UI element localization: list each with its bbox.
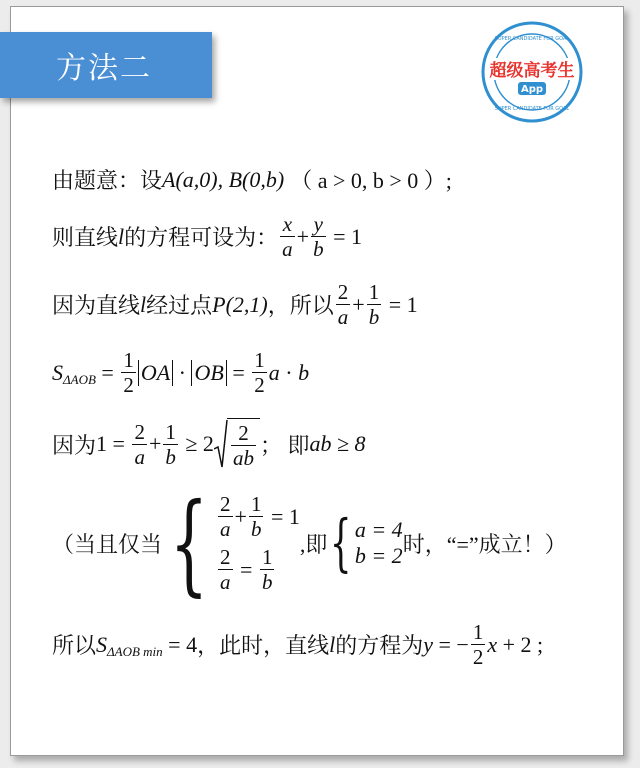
- line-text: ，所以: [267, 293, 334, 318]
- point-p: P(2,1): [212, 291, 268, 317]
- inequality-ab: ab ≥ 8: [309, 431, 366, 456]
- logo-brand-text: 超级高考生: [489, 61, 575, 81]
- logo-ring-text-top: SUPER CANDIDATE FOR GOAL: [494, 36, 570, 42]
- fraction-1-over-b: $\frac{1}{b}$: [165, 419, 176, 469]
- line-var: l: [329, 631, 336, 657]
- line-setup: [52, 164, 452, 195]
- solution-b: b = 2: [354, 543, 403, 568]
- fraction-2-over-a: $\frac{2}{a}$: [134, 419, 145, 469]
- line-setup-text: 由题意：设: [52, 168, 163, 193]
- line-text: 则直线: [52, 225, 119, 250]
- line-var: l: [118, 223, 125, 249]
- line-conclusion: 所以 S ΔAOB min = 4 ，此时，直线 l 的方程为 y = − $\frac{1}{2}$ x + 2 ;: [52, 620, 544, 669]
- line-text: 因为直线: [52, 293, 141, 318]
- fraction-half: $\frac{1}{2}$: [472, 620, 484, 669]
- line-text: 所以: [52, 633, 97, 658]
- solution-a: a = 4: [354, 517, 403, 542]
- solution-system: [355, 517, 403, 569]
- fraction-2-over-a: $\frac{2}{a}$: [337, 280, 349, 329]
- fraction-x-over-a: $\frac{x}{a}$: [282, 212, 293, 261]
- line-text: （当且仅当: [52, 531, 163, 557]
- line-text: 经过点: [146, 293, 213, 318]
- section-tag-label: 方法二: [56, 51, 152, 86]
- line-text: 时，“=”成立！）: [402, 531, 567, 557]
- line-line-equation: 则直线 l 的方程可设为： $\frac{x}{a}$ + $\frac{y}{b}$ = 1: [52, 212, 362, 261]
- line-text: 因为: [52, 432, 97, 458]
- line-text: 的方程可设为：: [124, 225, 279, 250]
- line-equality-condition: （当且仅当 { $\frac{2}{a}$ + $\frac{1}{b}$ = 1 $\frac{2}{a}$ = $\frac{1}{b}$ ,即 { a = 4 b = 2 时，“=”成立！）: [52, 479, 567, 607]
- fraction-half: $\frac{1}{2}$: [254, 348, 265, 397]
- line-point-condition: 因为直线 l 经过点 P(2,1) ，所以 $\frac{2}{a}$ + $\frac{1}{b}$ = 1: [52, 280, 418, 329]
- line-text: ,即: [299, 531, 328, 557]
- line-area-formula: S ΔAOB = $\frac{1}{2}$ OA · OB = $\frac{1}{2}$ a · b: [52, 348, 310, 397]
- line-var: l: [140, 291, 147, 317]
- line-text: ，此时，直线: [197, 633, 330, 658]
- logo-app-label: App: [520, 84, 544, 95]
- equation-system: $\frac{2}{a}$ + $\frac{1}{b}$ = 1 $\frac{2}{a}$ = $\frac{1}{b}$: [220, 492, 300, 594]
- line-setup-condition: （ a > 0, b > 0 ）;: [290, 168, 452, 193]
- sqrt-2-over-ab: $\frac{2}{ab}$: [214, 418, 260, 470]
- fraction-half: $\frac{1}{2}$: [123, 348, 134, 397]
- line-setup-points: A(a,0), B(0,b): [162, 166, 285, 192]
- logo-ring-text-bottom: SUPER CANDIDATE FOR GOAL: [494, 106, 570, 112]
- fraction-y-over-b: $\frac{y}{b}$: [313, 212, 324, 261]
- line-text: 的方程为: [335, 633, 424, 658]
- fraction-1-over-b: $\frac{1}{b}$: [368, 280, 380, 329]
- line-text: ； 即: [259, 432, 310, 458]
- line-am-gm: 因为 1 = $\frac{2}{a}$ + $\frac{1}{b}$ ≥ 2 $\frac{2}{ab}$ ； 即 ab ≥ 8: [52, 419, 366, 470]
